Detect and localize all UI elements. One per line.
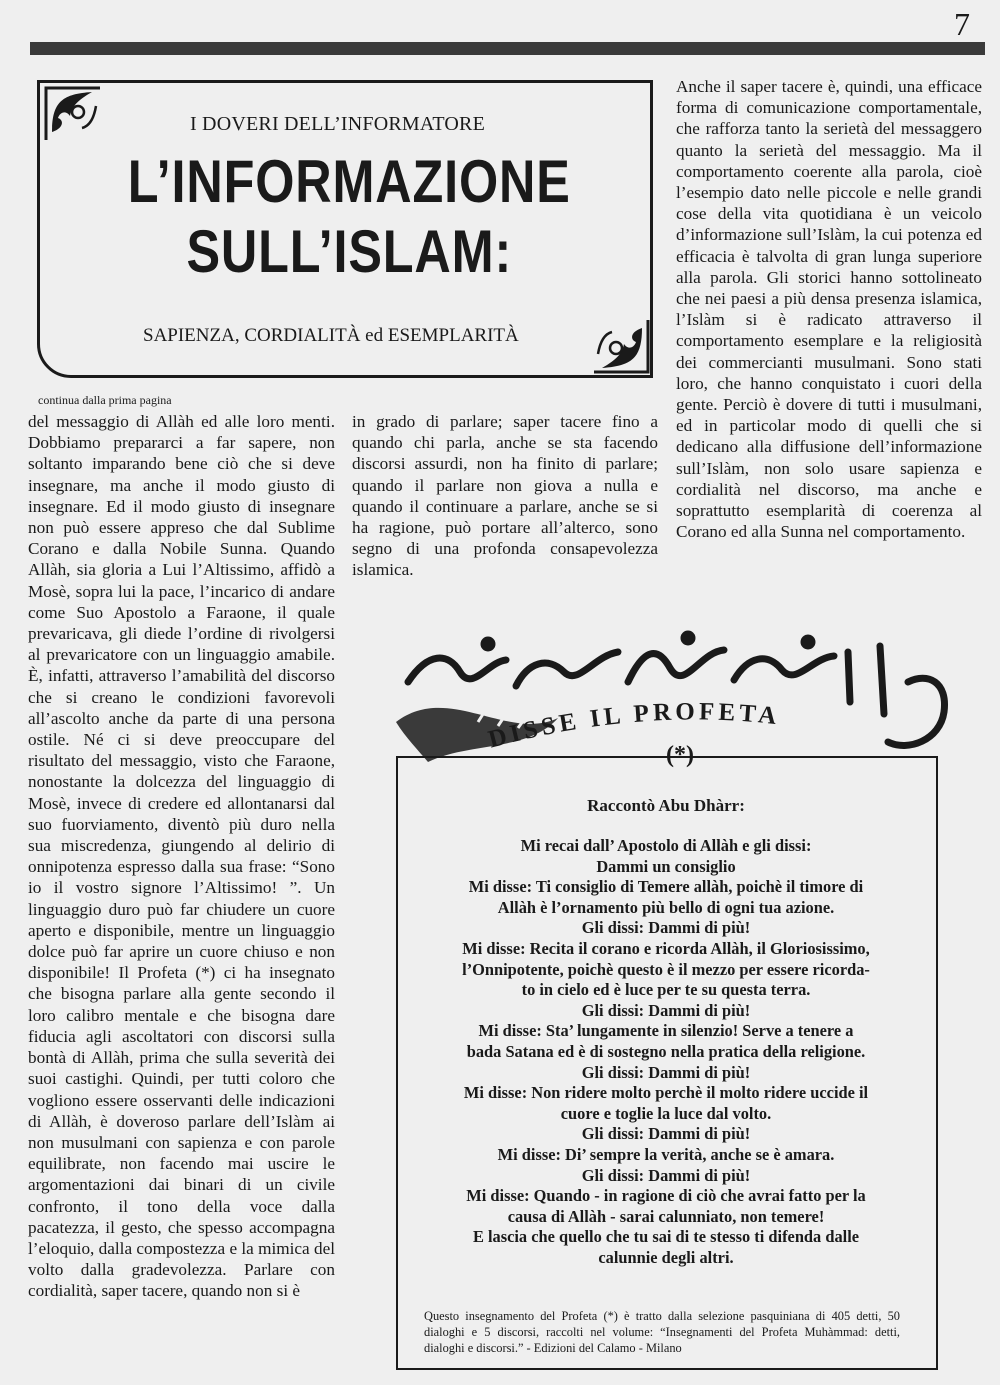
source-note: Questo insegnamento del Profeta (*) è tratto dalla selezione pasquiniana di 405 detti, 50 dialoghi e 5 discorsi, raccolti nel volume: “Insegnamenti del Profeta Muhàmmad: detti, dialoghi e discorsi.” - Edizioni del Calamo - Milano	[424, 1309, 900, 1355]
calligraphy-banner	[388, 622, 968, 782]
headline-line: L’INFORMAZIONE	[127, 148, 571, 215]
hadith-line: Gli dissi: Dammi di più!	[581, 1062, 751, 1082]
hadith-body	[410, 836, 922, 1268]
article-text: in grado di parlare; saper tacere fino a quando chi parla, anche se sta facendo discorsi assurdi, non ha finito di parlare; quando il parlare non giova a nulla e quando il continuare a parlare, anche se si ha ragione, può portare all’alterco, sono segno di una profonda consapevolezza islamica.	[352, 412, 658, 580]
subtitle: SAPIENZA, CORDIALITÀ ed ESEMPLARITÀ	[143, 325, 519, 346]
hadith-line: Mi recai dall’ Apostolo di Allàh e gli dissi:	[520, 836, 812, 855]
article-column-left	[28, 411, 335, 1302]
hadith-title: Raccontò Abu Dhàrr:	[587, 796, 745, 815]
hadith-line: Mi disse: Sta’ lungamente in silenzio! Serve a tenere a	[478, 1021, 854, 1041]
headline	[104, 147, 571, 287]
kicker: I DOVERI DELL’INFORMATORE	[190, 113, 485, 135]
hadith-line: Mi disse: Quando - in ragione di ciò che avrai fatto per la	[466, 1186, 866, 1206]
header-rule	[30, 42, 985, 55]
article-column-right	[676, 76, 982, 542]
hadith-line: Dammi un consiglio	[596, 856, 736, 876]
hadith-line: Mi disse: Non ridere molto perchè il molto ridere uccide il	[463, 1083, 869, 1103]
hadith-line: bada Satana ed è di sostegno nella pratica della religione.	[466, 1041, 866, 1061]
article-text: del messaggio di Allàh ed alle loro menti. Dobbiamo prepararci a far sapere, non soltanto imparando bene ciò che si deve insegnare, ma anche il modo giusto di insegnare. Ed il modo giusto di insegnare non può essere appreso che dal Sublime Corano e dalla Nobile Sunna. Quando Allàh, sia gloria a Lui l’Altissimo, affidò a Mosè, sopra lui la pace, l’incarico di andare come Suo Apostolo a Faraone, il quale prevaricava, gli diede l’ordine di rivolgersi al prevaricatore con un linguaggio amabile. È, infatti, attraverso l’amabilità del discorso che si creano le condizioni favorevoli all’ascolto anche da parte di una persona ostile. Né ci si deve preoccupare del risultato del messaggio, visto che Faraone, nonostante la dolcezza del linguaggio di Mosè, invece di credere ed allontanarsi dal suo fuorviamento, diventò più duro nella sua miscredenza, giungendo al delirio di onnipotenza espresso dalla sua frase: “Sono io il vostro signore l’Altissimo! ”. Un linguaggio duro può far chiudere un cuore aperto e disponibile, mentre un linguaggio dolce può far aprire un cuore chiuso e non disponibile! Il Profeta (*) ci ha insegnato che bisogna parlare alla gente secondo il loro calibro mentale e che bisogna dare fiducia agli ascoltatori con discorsi sulla bontà di Allàh, prima che sulla severità dei suoi castighi. Quindi, per tutti coloro che vogliono essere osservanti delle indicazioni di Allàh, è doveroso parlare dell’Islàm ai non musulmani con sapienza e con parole equilibrate, non facendo mai uscire le argomentazioni dai binari di un civile confronto, il tono della voce dalla pacatezza, il gesto, che spesso accompagna l’eloquio, dalla compostezza e la mimica del volto dalla gradevolezza. Parlare con cordialità, saper tacere, quando non si è	[28, 412, 335, 1301]
banner-mark: (*)	[666, 742, 694, 768]
article-text: Anche il saper tacere è, quindi, una efficace forma di comunicazione comportamentale, che rafforza tanto la serietà del messaggero quanto la serietà del messaggio. Ma il comportamento coerente alla parola, cioè l’esempio dato nelle piccole e nelle grandi cose della vita quotidiana è un veicolo d’informazione sull’Islàm, la cui potenza ed efficacia è talvolta di gran lunga superiore alla parola. Gli storici hanno sottolineato che nei paesi a più densa presenza islamica, l’Islàm si è radicato attraverso il comportamento esemplare e la religiosità dei commercianti musulmani. Sono stati loro, che hanno conquistato i cuori della gente. Perciò è dovere di tutti i musulmani, ed in particolar modo di quelli che si dedicano alla diffusione dell’informazione sull’Islàm, non solo usare sapienza e cordialità nel discorso, ma anche e soprattutto esemplarità di coerenza al Corano ed alla Sunna nel comportamento.	[676, 77, 982, 542]
headline-line: SULL’ISLAM:	[186, 218, 513, 285]
hadith-line: E lascia che quello che tu sai di te stesso ti difenda dalle	[472, 1227, 860, 1247]
hadith-line: causa di Allàh - sarai calunniato, non temere!	[507, 1206, 825, 1226]
hadith-line: Mi disse: Di’ sempre la verità, anche se è amara.	[497, 1144, 835, 1164]
hadith-line: Gli dissi: Dammi di più!	[581, 918, 751, 938]
hadith-line: cuore e toglie la luce dal volto.	[560, 1103, 772, 1123]
corner-ornament-icon	[590, 316, 652, 378]
continued-note: continua dalla prima pagina	[38, 393, 172, 407]
banner-title: DISSE IL PROFETA	[485, 698, 782, 754]
hadith-line: to in cielo ed è luce per te su questa terra.	[521, 980, 811, 1000]
article-column-middle	[352, 411, 658, 581]
hadith-line: Gli dissi: Dammi di più!	[581, 1124, 751, 1144]
hadith-line: calunnie degli altri.	[598, 1247, 734, 1267]
hadith-line: Gli dissi: Dammi di più!	[581, 1000, 751, 1020]
hadith-line: Allàh è l’ornamento più bello di ogni tua azione.	[497, 897, 835, 917]
hadith-line: Mi disse: Recita il corano e ricorda Allàh, il Gloriosissimo,	[462, 938, 870, 958]
corner-ornament-icon	[42, 82, 104, 144]
hadith-line: Mi disse: Ti consiglio di Temere allàh, poichè il timore di	[468, 877, 864, 897]
hadith-line: l’Onnipotente, poichè questo è il mezzo per essere ricorda-	[462, 959, 870, 979]
page-number: 7	[954, 6, 970, 42]
hadith-line: Gli dissi: Dammi di più!	[581, 1165, 751, 1185]
